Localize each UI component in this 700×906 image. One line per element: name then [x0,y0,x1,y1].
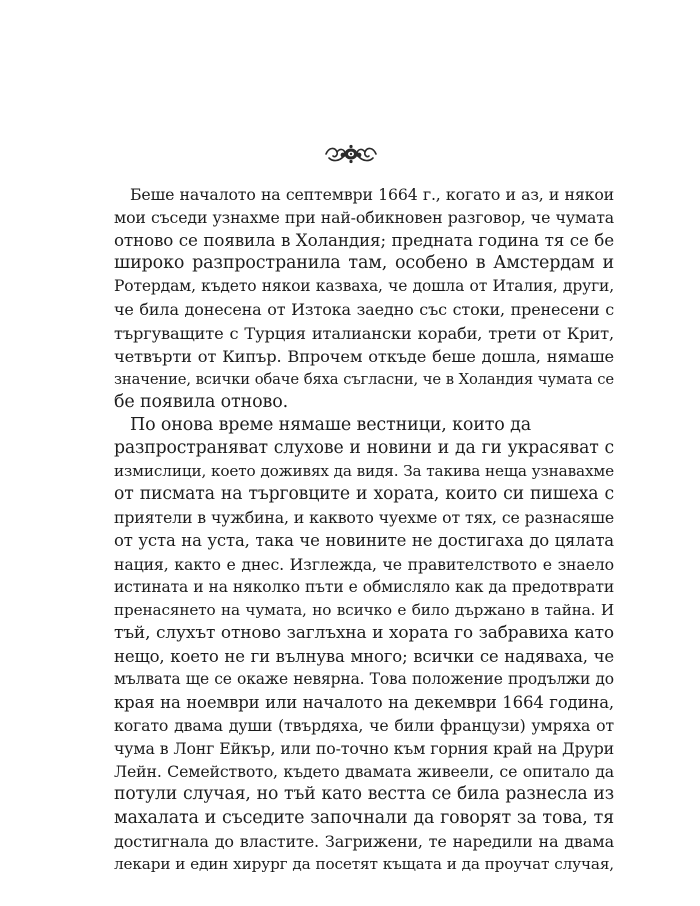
text-line: чума в Лонг Ейкър, или по-точно към горния край на Друри [114,739,614,759]
text-line: че била донесена от Изтока заедно със стоки, пренесени с [114,300,614,320]
body-text [114,183,614,876]
text-line: измислици, което доживях да видя. За такива неща узнавахме [114,462,614,481]
text-line: мълвата ще се окаже невярна. Това положение продължи до [114,669,614,688]
text-line: достигнала до властите. Загрижени, те наредили на двама [114,831,614,851]
text-line: По онова време нямаше вестници, които да [130,414,532,435]
text-line: Беше началото на септември 1664 г., когато и аз, и някои [130,185,614,204]
text-line: истината и на няколко пъти е обмисляло как да предотврати [114,577,614,596]
text-line: търгуващите с Турция италиански кораби, трети от Крит, [114,323,614,343]
text-line: широко разпространила там, особено в Амстердам и [114,253,614,274]
text-line: от писмата на търговците и хората, които си пишеха с [114,484,614,505]
text-line: махалата и съседите започнали да говорят за това, тя [114,807,614,828]
text-line: Лейн. Семейството, където двамата живеели, се опитало да [114,762,614,782]
text-line: тъй, слухът отново заглъхна и хората го забравиха като [114,622,614,643]
text-line: лекари и един хирург да посетят къщата и да проучат случая, [114,854,614,873]
text-line: значение, всички обаче бяха съгласни, че в Холандия чумата се [114,370,614,388]
text-line: края на ноември или началото на декември 1664 година, [114,693,614,713]
text-line: отново се появила в Холандия; предната година тя се бе [114,230,614,251]
text-line: Ротердам, където някои казваха, че дошла от Италия, други, [114,277,614,296]
text-line: нещо, което не ги вълнува много; всички се надяваха, че [114,646,614,666]
text-line: разпространяват слухове и новини и да ги украсяват с [114,438,614,459]
text-line: когато двама души (твърдяха, че били французи) умряха от [114,716,614,736]
floral-vignette-ornament-icon [323,143,379,165]
text-line: мои съседи узнахме при най-обикновен разговор, че чумата [114,208,614,228]
text-line: от уста на уста, така че новините не достигаха до цялата [114,531,614,551]
text-line: четвърти от Кипър. Впрочем откъде беше дошла, нямаше [114,346,614,366]
text-line: пренасянето на чумата, но всичко е било държано в тайна. И [114,600,614,619]
text-line: нация, както е днес. Изглежда, че правителството е знаело [114,554,614,574]
text-line: бе появила отново. [114,391,288,412]
text-line: приятели в чужбина, и каквото чуехме от тях, се разнасяше [114,508,614,528]
text-line: потули случая, но тъй като вестта се била разнесла из [114,784,614,805]
